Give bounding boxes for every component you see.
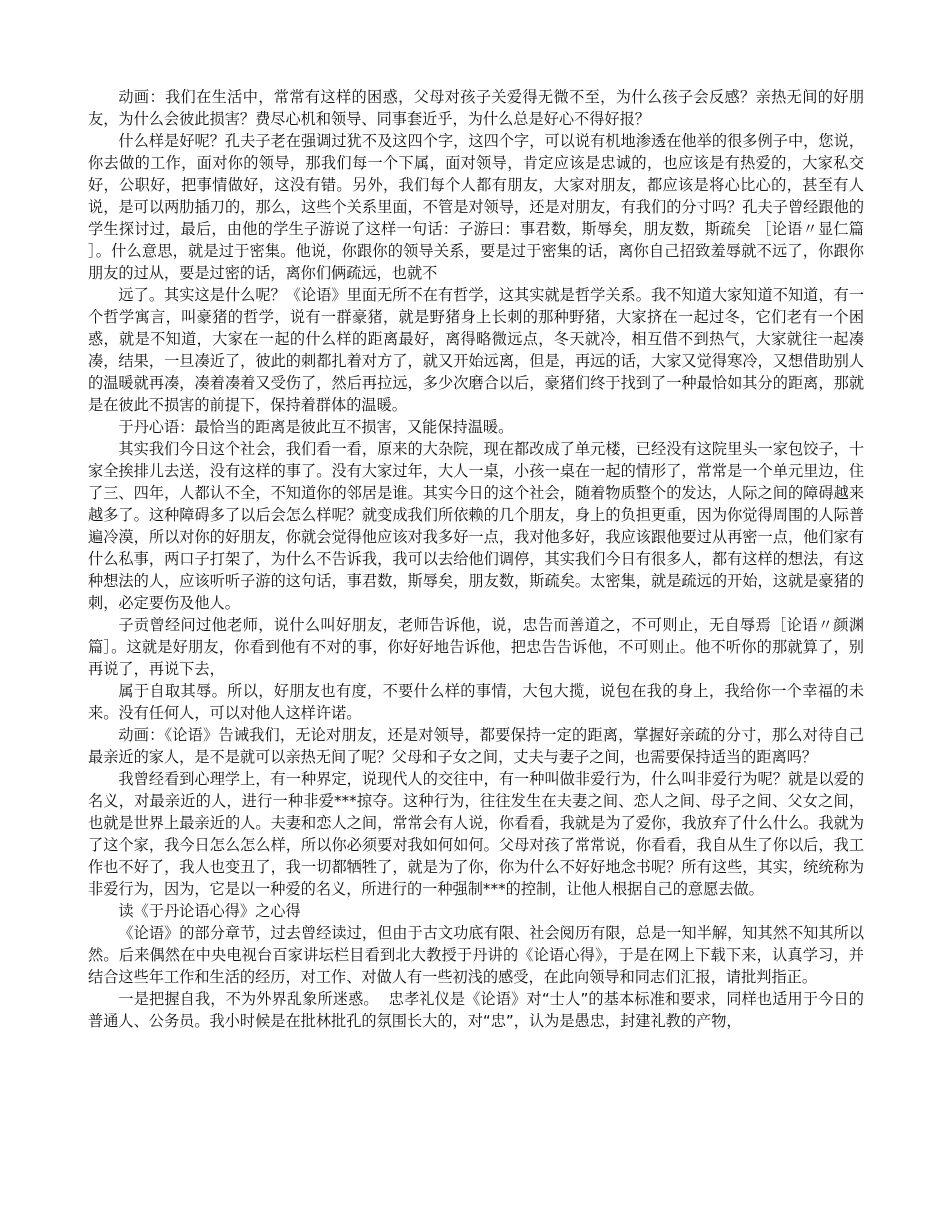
paragraph-point-one: 一是把握自我，不为外界乱象所迷惑。 忠孝礼仪是《论语》对“士人”的基本标准和要求，同样也适用于今日的普通人、公务员。我小时候是在批林批孔的氛围长大的，对“忠”，认为是愚忠，封建礼教的产物， [88, 990, 864, 1030]
paragraph-reading-background: 《论语》的部分章节，过去曾经读过，但由于古文功底有限、社会阅历有限，总是一知半解，知其然不知其所以然。后来偶然在中央电视台百家讲坛栏目看到北大教授于丹讲的《论语心得》，于是在网上下载下来，认真学习，并结合这些年工作和生活的经历，对工作、对做人有一些初浅的感受，在此向领导和同志们汇报，请批判指正。 [88, 924, 864, 986]
paragraph-what-is-good: 什么样是好呢？孔夫子老在强调过犹不及这四个字，这四个字，可以说有机地渗透在他举的很多例子中，您说，你去做的工作，面对你的领导，那我们每一个下属，面对领导，肯定应该是忠诚的，也应该是有热爱的，大家私交好，公职好，把事情做好，这没有错。另外，我们每个人都有朋友，大家对朋友，都应该是将心比心的，甚至有人说，是可以两肋插刀的，那么，这些个关系里面，不管是对领导，还是对朋友，有我们的分寸吗？孔夫子曾经跟他的学生探讨过，最后，由他的学生子游说了这样一句话：子游曰：事君数，斯辱矣，朋友数，斯疏矣 ［论语〃显仁篇 ］。什么意思，就是过于密集。他说，你跟你的领导关系，要是过于密集的话，离你自己招致羞辱就不远了，你跟你朋友的过从，要是过密的话，离你们俩疏远，也就不 [88, 132, 869, 282]
paragraph-self-humiliation: 属于自取其辱。所以，好朋友也有度，不要什么样的事情，大包大揽，说包在我的身上，我给你一个幸福的未来。没有任何人，可以对他人这样许诺。 [88, 682, 864, 722]
paragraph-porcupine-philosophy: 远了。其实这是什么呢？《论语》里面无所不在有哲学，这其实就是哲学关系。我不知道大家知道不知道，有一个哲学寓言，叫豪猪的哲学，说有一群豪猪，就是野猪身上长刺的那种野猪，大家挤在一起过冬，它们老有一个困惑，就是不知道，大家在一起的什么样的距离最好，离得略微远点，冬天就冷，相互借不到热气，大家就往一起凑凑，结果，一旦凑近了，彼此的刺都扎着对方了，就又开始远离，但是，再远的话，大家又觉得寒冷，又想借助别人的温暖就再凑，凑着凑着又受伤了，然后再拉远，多少次磨合以后，豪猪们终于找到了一种最恰如其分的距离，那就是在彼此不损害的前提下，保持着群体的温暖。 [88, 286, 864, 414]
paragraph-modern-society: 其实我们今日这个社会，我们看一看，原来的大杂院，现在都改成了单元楼，已经没有这院里头一家包饺子，十家全挨排儿去送，没有这样的事了。没有大家过年，大人一桌，小孩一桌在一起的情形了，常常是一个单元里边，住了三、四年，人都认不全，不知道你的邻居是谁。其实今日的这个社会，随着物质整个的发达，人际之间的障碍越来越多了。这种障碍多了以后会怎么样呢？就变成我们所依赖的几个朋友，身上的负担更重，因为你觉得周围的人际普遍冷漠，所以对你的好朋友，你就会觉得他应该对我多好一点，我对他多好，我应该跟他要过从再密一点，他们家有什么私事，两口子打架了，为什么不告诉我，我可以去给他们调停，其实我们今日有很多人，都有这样的想法，有这种想法的人，应该听听子游的这句话，事君数，斯辱矣，朋友数，斯疏矣。太密集，就是疏远的开始，这就是豪猪的刺，必定要伤及他人。 [88, 440, 864, 612]
paragraph-animation-family: 动画：《论语》告诫我们，无论对朋友，还是对领导，都要保持一定的距离，掌握好亲疏的分寸，那么对待自己最亲近的家人，是不是就可以亲热无间了呢？父母和子女之间，丈夫与妻子之间，也需要保持适当的距离吗？ [88, 726, 864, 766]
paragraph-non-love-behavior: 我曾经看到心理学上，有一种界定，说现代人的交往中，有一种叫做非爱行为，什么叫非爱行为呢？就是以爱的名义，对最亲近的人，进行一种非爱***掠夺。这种行为，往往发生在夫妻之间、恋人之间、母子之间、父女之间，也就是世界上最亲近的人。夫妻和恋人之间，常常会有人说，你看看，我就是为了爱你，我放弃了什么什么。我就为了这个家，我今日怎么怎么样，所以你必须要对我如何如何。父母对孩了常常说，你看看，我自从生了你以后，我工作也不好了，我人也变丑了，我一切都牺牲了，就是为了你，你为什么不好好地念书呢？所有这些，其实，统统称为非爱行为，因为，它是以一种爱的名义，所进行的一种强制***的控制，让他人根据自己的意愿去做。 [88, 770, 864, 898]
paragraph-zigong-question: 子贡曾经问过他老师，说什么叫好朋友，老师告诉他，说，忠告而善道之，不可则止，无自辱焉［论语〃颜渊篇］。这就是好朋友，你看到他有不对的事，你好好地告诉他，把忠告告诉他，不可则止。他不听你的那就算了，别再说了，再说下去， [88, 616, 864, 678]
document-body [88, 86, 869, 1032]
paragraph-animation-intro: 动画：我们在生活中，常常有这样的困惑，父母对孩子关爱得无微不至，为什么孩子会反感？亲热无间的好朋友，为什么会彼此损害？费尽心机和领导、同事套近乎，为什么总是好心不得好报？ [88, 88, 864, 128]
paragraph-yu-dan-quote: 于丹心语：最恰当的距离是彼此互不损害，又能保持温暖。 [118, 418, 514, 436]
section-heading: 读《于丹论语心得》之心得 [118, 902, 301, 920]
